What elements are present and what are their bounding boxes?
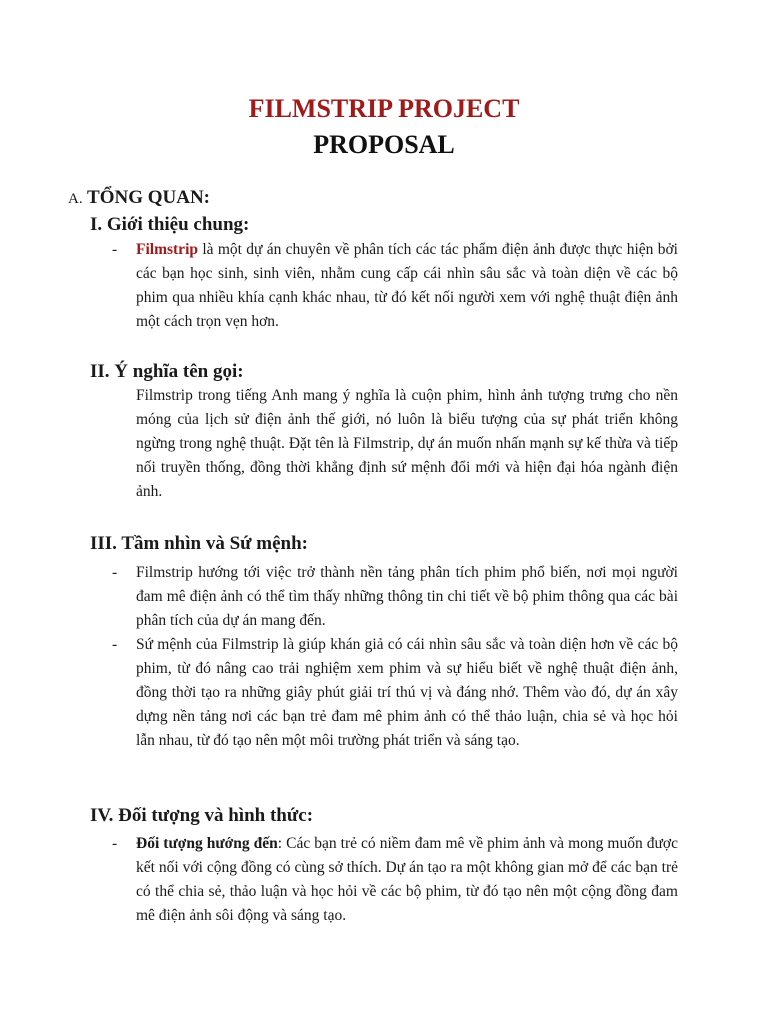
section-4-item-1: [136, 832, 678, 928]
section-2-paragraph: Filmstrip trong tiếng Anh mang ý nghĩa là cuộn phim, hình ảnh tượng trưng cho nền móng của lịch sử điện ảnh thế giới, nó luôn là biểu tượng của sự phát triển không ngừng trong nghệ thuật. Đặt tên là Filmstrip, dự án muốn nhấn mạnh sự kế thừa và tiếp nối truyền thống, đồng thời khẳng định sứ mệnh đổi mới và hiện đại hóa ngành điện ảnh.: [136, 387, 678, 500]
section-heading-1: I. Giới thiệu chung:: [90, 214, 250, 235]
filmstrip-highlight: Filmstrip: [136, 241, 198, 258]
section-heading-4: IV. Đối tượng và hình thức:: [90, 805, 314, 826]
document-title: FILMSTRIP PROJECT: [248, 94, 520, 123]
section-1-item-1: [136, 238, 678, 334]
bullet-marker: -: [112, 835, 118, 852]
bullet-marker: -: [112, 636, 118, 653]
section-a-heading: [68, 186, 210, 211]
section-a-title: TỔNG QUAN:: [87, 187, 210, 208]
section-3-item-2: Sứ mệnh của Filmstrip là giúp khán giả có cái nhìn sâu sắc và toàn diện hơn về các bộ phim, từ đó nâng cao trải nghiệm xem phim và sự hiểu biết về nghệ thuật điện ảnh, đồng thời tạo ra những giây phút giải trí thú vị và đáng nhớ. Thêm vào đó, dự án xây dựng nền tảng nơi các bạn trẻ đam mê phim ảnh có thể thảo luận, chia sẻ và học hỏi lẫn nhau, từ đó tạo nên một môi trường phát triển và sáng tạo.: [136, 636, 678, 749]
section-1-item-1-text: là một dự án chuyên về phân tích các tác phẩm điện ảnh được thực hiện bởi các bạn học sinh, sinh viên, nhằm cung cấp cái nhìn sâu sắc và toàn diện về các bộ phim qua nhiều khía cạnh khác nhau, từ đó kết nối người xem với nghệ thuật điện ảnh một cách trọn vẹn hơn.: [136, 241, 678, 330]
document-subtitle: PROPOSAL: [313, 130, 455, 159]
section-heading-2: II. Ý nghĩa tên gọi:: [90, 361, 244, 382]
bullet-marker: -: [112, 564, 118, 581]
section-a-prefix: A.: [68, 191, 83, 207]
section-heading-3: III. Tầm nhìn và Sứ mệnh:: [90, 533, 309, 554]
target-audience-label: Đối tượng hướng đến: [136, 835, 278, 852]
section-3-item-1: Filmstrip hướng tới việc trở thành nền tảng phân tích phim phổ biến, nơi mọi người đam mê điện ảnh có thể tìm thấy những thông tin chi tiết về bộ phim thông qua các bài phân tích của dự án mang đến.: [136, 564, 678, 629]
bullet-marker: -: [112, 241, 118, 258]
section-4-item-1-text: : Các bạn trẻ có niềm đam mê về phim ảnh và mong muốn được kết nối với cộng đồng có cùng sở thích. Dự án tạo ra một không gian mở để các bạn trẻ có thể chia sẻ, thảo luận và học hỏi về các bộ phim, từ đó tạo nên một cộng đồng đam mê điện ảnh sôi động và sáng tạo.: [136, 835, 679, 924]
